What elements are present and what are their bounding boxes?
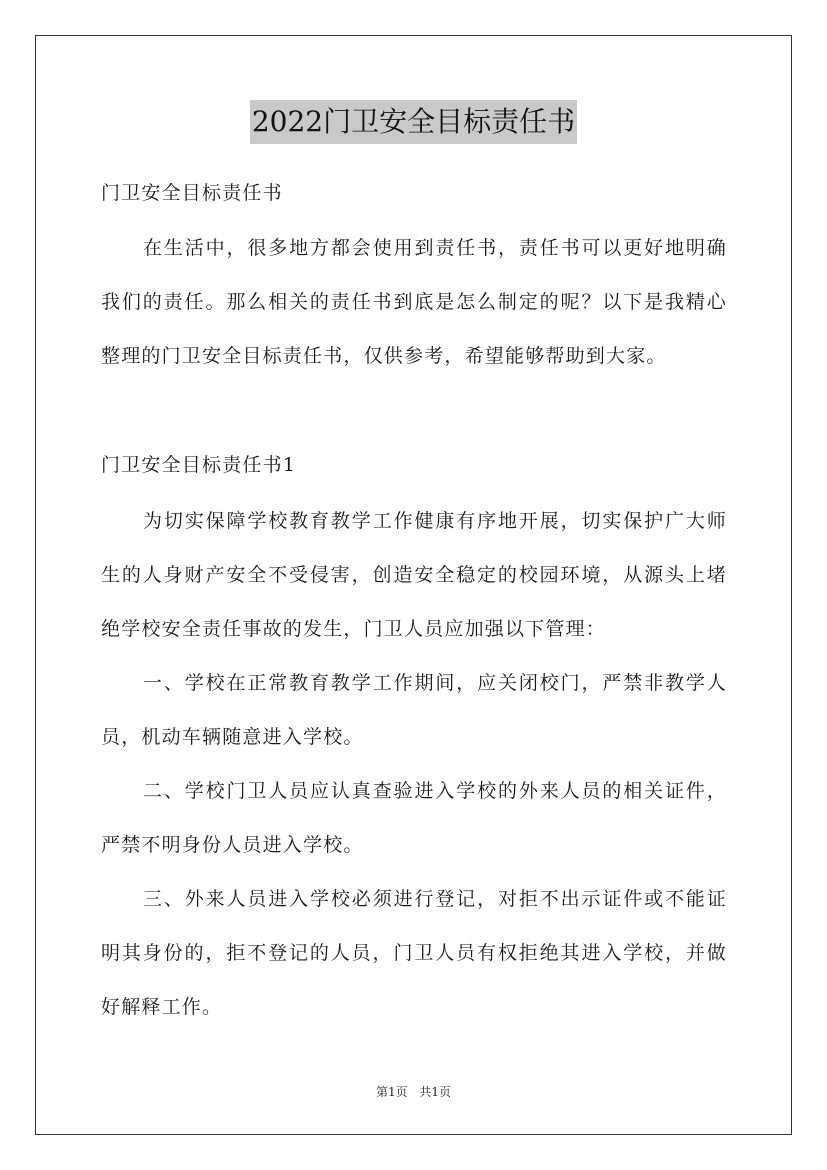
section-heading: 门卫安全目标责任书1 — [101, 454, 297, 476]
page-footer — [0, 1083, 827, 1101]
section-line-10: 好解释工作。 — [101, 996, 223, 1018]
title-container — [0, 100, 827, 144]
intro-line-1: 在生活中，很多地方都会使用到责任书，责任书可以更好地明确 — [143, 237, 727, 259]
section-line-9: 明其身份的，拒不登记的人员，门卫人员有权拒绝其进入学校，并做 — [101, 942, 727, 964]
intro-line-3: 整理的门卫安全目标责任书，仅供参考，希望能够帮助到大家。 — [101, 345, 667, 367]
section-line-3: 绝学校安全责任事故的发生，门卫人员应加强以下管理： — [101, 618, 607, 640]
section-line-8: 三、外来人员进入学校必须进行登记，对拒不出示证件或不能证 — [143, 888, 727, 910]
intro-line-2: 我们的责任。那么相关的责任书到底是怎么制定的呢？以下是我精心 — [101, 291, 727, 313]
section-line-6: 二、学校门卫人员应认真查验进入学校的外来人员的相关证件， — [143, 780, 727, 802]
page-number-current: 第1页 — [375, 1085, 408, 1099]
section-line-7: 严禁不明身份人员进入学校。 — [101, 834, 364, 856]
document-title: 2022门卫安全目标责任书 — [250, 100, 577, 144]
document-subtitle: 门卫安全目标责任书 — [101, 182, 283, 204]
section-line-4: 一、学校在正常教育教学工作期间，应关闭校门，严禁非教学人 — [143, 672, 727, 694]
section-line-5: 员，机动车辆随意进入学校。 — [101, 726, 364, 748]
page-number-total: 共1页 — [419, 1085, 452, 1099]
section-line-2: 生的人身财产安全不受侵害，创造安全稳定的校园环境，从源头上堵 — [101, 564, 727, 586]
section-line-1: 为切实保障学校教育教学工作健康有序地开展，切实保护广大师 — [143, 510, 727, 532]
